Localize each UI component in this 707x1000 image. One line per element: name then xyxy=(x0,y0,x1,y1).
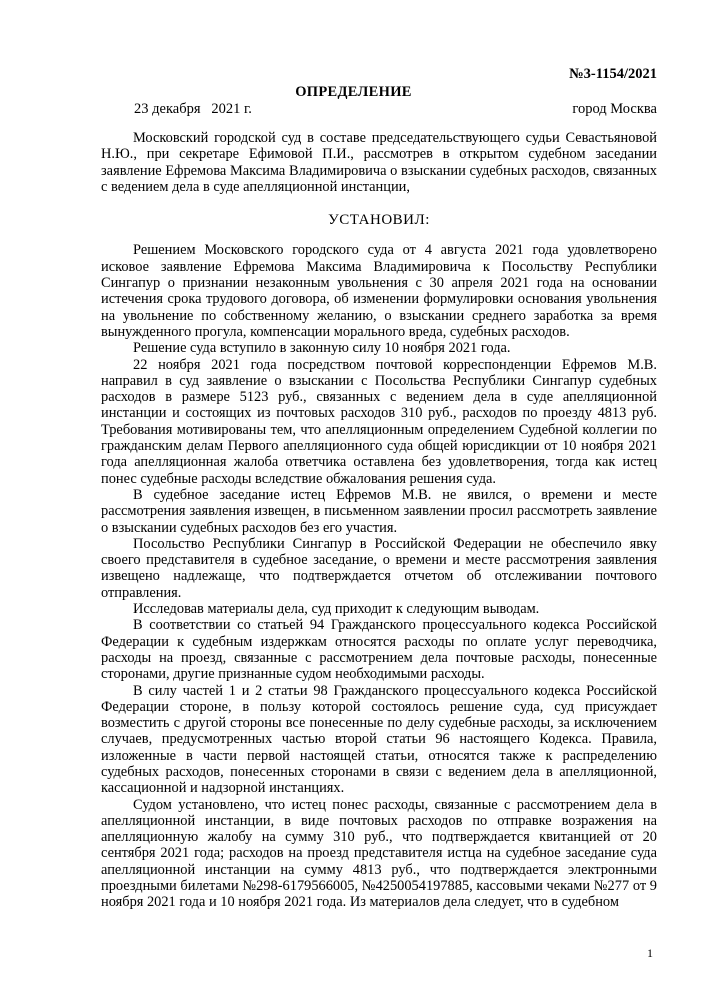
document-title: ОПРЕДЕЛЕНИЕ xyxy=(295,84,412,100)
document-body xyxy=(101,130,657,911)
paragraph: Судом установлено, что истец понес расходы, связанные с рассмотрением дела в апелляционной инстанции, в виде почтовых расходов по отправке возражения на апелляционную жалобу на сумму 310 руб., что подтверждается квитанцией от 20 сентября 2021 года; расходов на проезд представителя истца на судебное заседание суда апелляционной инстанции на сумму 4813 руб., что подтверждается электронными проездными билетами №298-6179566005, №4250054197885, кассовыми чеками №277 от 9 ноября 2021 года и 10 ноября 2021 года. Из материалов дела следует, что в судебном xyxy=(101,796,657,911)
paragraph: В силу частей 1 и 2 статьи 98 Гражданского процессуального кодекса Российской Федерации стороне, в пользу которой состоялось решение суда, суд присуждает возместить с другой стороны все понесенные по делу судебные расходы, за исключением случаев, предусмотренных частью второй статьи 96 настоящего Кодекса. Правила, изложенные в части первой настоящей статьи, относятся также к распределению судебных расходов, понесенных сторонами в связи с ведением дела в апелляционной, кассационной и надзорной инстанциях. xyxy=(101,682,657,797)
case-number: №3-1154/2021 xyxy=(569,66,657,82)
paragraph: 22 ноября 2021 года посредством почтовой корреспонденции Ефремов М.В. направил в суд заявление о взыскании с Посольства Республики Сингапур судебных расходов в размере 5123 руб., связанных с ведением дела в суде апелляционной инстанции и состоящих из почтовых расходов 310 руб., расходов по проезду 4813 руб. Требования мотивированы тем, что апелляционным определением Судебной коллегии по гражданским делам Первого апелляционного суда общей юрисдикции от 10 ноября 2021 года апелляционная жалоба ответчика оставлена без удовлетворения, тогда как истец понес судебные расходы вследствие обжалования решения суда. xyxy=(101,356,657,487)
paragraph: В соответствии со статьей 94 Гражданского процессуального кодекса Российской Федерации к судебным издержкам относятся расходы по оплате услуг переводчика, расходы на проезд, связанные с рассмотрением дела почтовые расходы, понесенные сторонами, другие признанные судом необходимыми расходы. xyxy=(101,617,657,683)
page-number: 1 xyxy=(647,946,653,960)
document-city: город Москва xyxy=(572,101,657,117)
paragraph: Посольство Республики Сингапур в Российской Федерации не обеспечило явку своего представителя в судебное заседание, о времени и месте рассмотрения заявления извещено надлежаще, что подтверждается отчетом об отслеживании почтового отправления. xyxy=(101,535,657,601)
paragraph: Исследовав материалы дела, суд приходит к следующим выводам. xyxy=(133,601,540,618)
intro-paragraph: Московский городской суд в составе председательствующего судьи Севастьяновой Н.Ю., при секретаре Ефимовой П.И., рассмотрев в открытом судебном заседании заявление Ефремова Максима Владимировича о взыскании судебных расходов, связанных с ведением дела в суде апелляционной инстанции, xyxy=(101,130,657,195)
paragraph: В судебное заседание истец Ефремов М.В. не явился, о времени и месте рассмотрения заявления извещен, в письменном заявлении просил рассмотреть заявление о взыскании судебных расходов без его участия. xyxy=(101,486,657,536)
section-title: УСТАНОВИЛ: xyxy=(328,212,430,229)
paragraph: Решение суда вступило в законную силу 10 ноября 2021 года. xyxy=(133,340,511,357)
paragraph: Решением Московского городского суда от 4 августа 2021 года удовлетворено исковое заявление Ефремова Максима Владимировича к Посольству Республики Сингапур о признании незаконным увольнения с 30 апреля 2021 года на основании истечения срока трудового договора, об изменении формулировки основания увольнения на увольнение по собственному желанию, о взыскании среднего заработка за время вынужденного прогула, компенсации морального вреда, судебных расходов. xyxy=(101,242,657,340)
date-location-line xyxy=(134,101,657,118)
document-date: 23 декабря 2021 г. xyxy=(134,101,252,117)
